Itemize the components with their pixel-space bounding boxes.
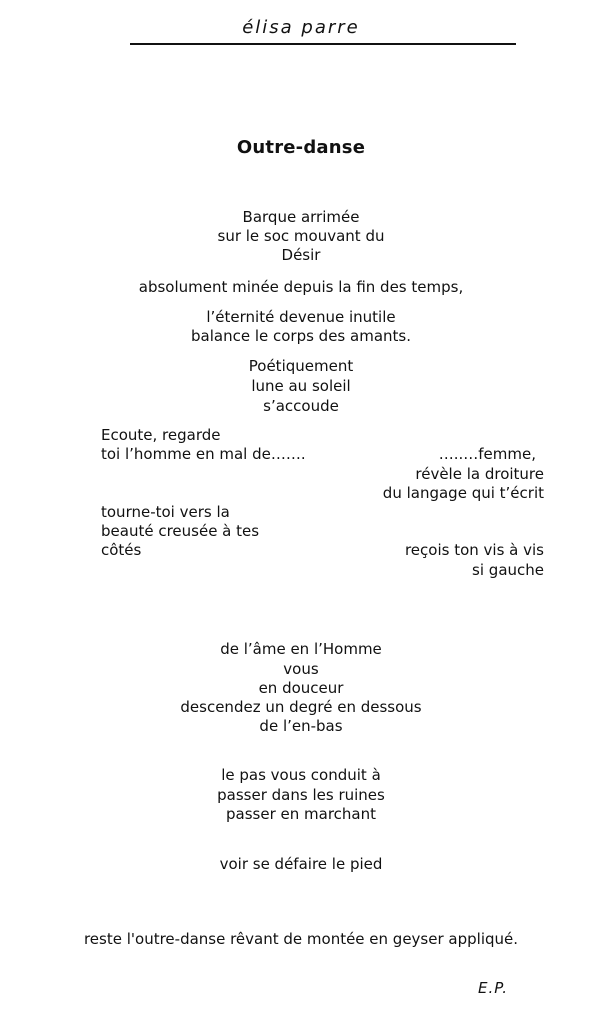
poem-line-left: Ecoute, regarde	[101, 426, 221, 444]
poem-line-right: reçois ton vis à vis	[404, 541, 544, 559]
poem-line-left: côtés	[101, 541, 142, 559]
poem-line-right: du langage qui t’écrit	[382, 484, 544, 502]
poem-line-left: beauté creusée à tes	[101, 522, 260, 540]
poem-line: balance le corps des amants.	[191, 327, 411, 345]
poem-line: s’accoude	[263, 397, 339, 415]
poem-line: passer en marchant	[226, 805, 376, 823]
poem-line: sur le soc mouvant du	[217, 227, 385, 245]
poem-line: Désir	[281, 246, 321, 264]
poem-line: absolument minée depuis la fin des temps,	[138, 278, 464, 296]
poem-line-right: révèle la droiture	[415, 465, 544, 483]
poem-line: Barque arrimée	[242, 208, 360, 226]
poem-line: de l’âme en l’Homme	[220, 640, 382, 658]
signature: E.P.	[478, 979, 508, 997]
poem-line: descendez un degré en dessous	[180, 698, 422, 716]
author-header: élisa parre	[242, 17, 360, 38]
poem-line: voir se défaire le pied	[219, 855, 383, 873]
poem-line: le pas vous conduit à	[221, 766, 381, 784]
poem-line: de l’en-bas	[259, 717, 343, 735]
poem-line-left: tourne-toi vers la	[101, 503, 230, 521]
header-rule	[130, 43, 516, 45]
poem-line: passer dans les ruines	[217, 786, 385, 804]
poem-title: Outre-danse	[236, 137, 366, 158]
poem-line-right: …..…femme,	[438, 445, 536, 463]
poem-line: l’éternité devenue inutile	[206, 308, 396, 326]
poem-line: Poétiquement	[248, 357, 354, 375]
poem-line: lune au soleil	[251, 377, 351, 395]
poem-final-line: reste l'outre-danse rêvant de montée en geyser appliqué.	[83, 930, 519, 948]
poem-line-left: toi l’homme en mal de…….	[101, 445, 306, 463]
poem-line: vous	[283, 660, 319, 678]
poem-line: en douceur	[258, 679, 344, 697]
poem-line-right: si gauche	[472, 561, 544, 579]
